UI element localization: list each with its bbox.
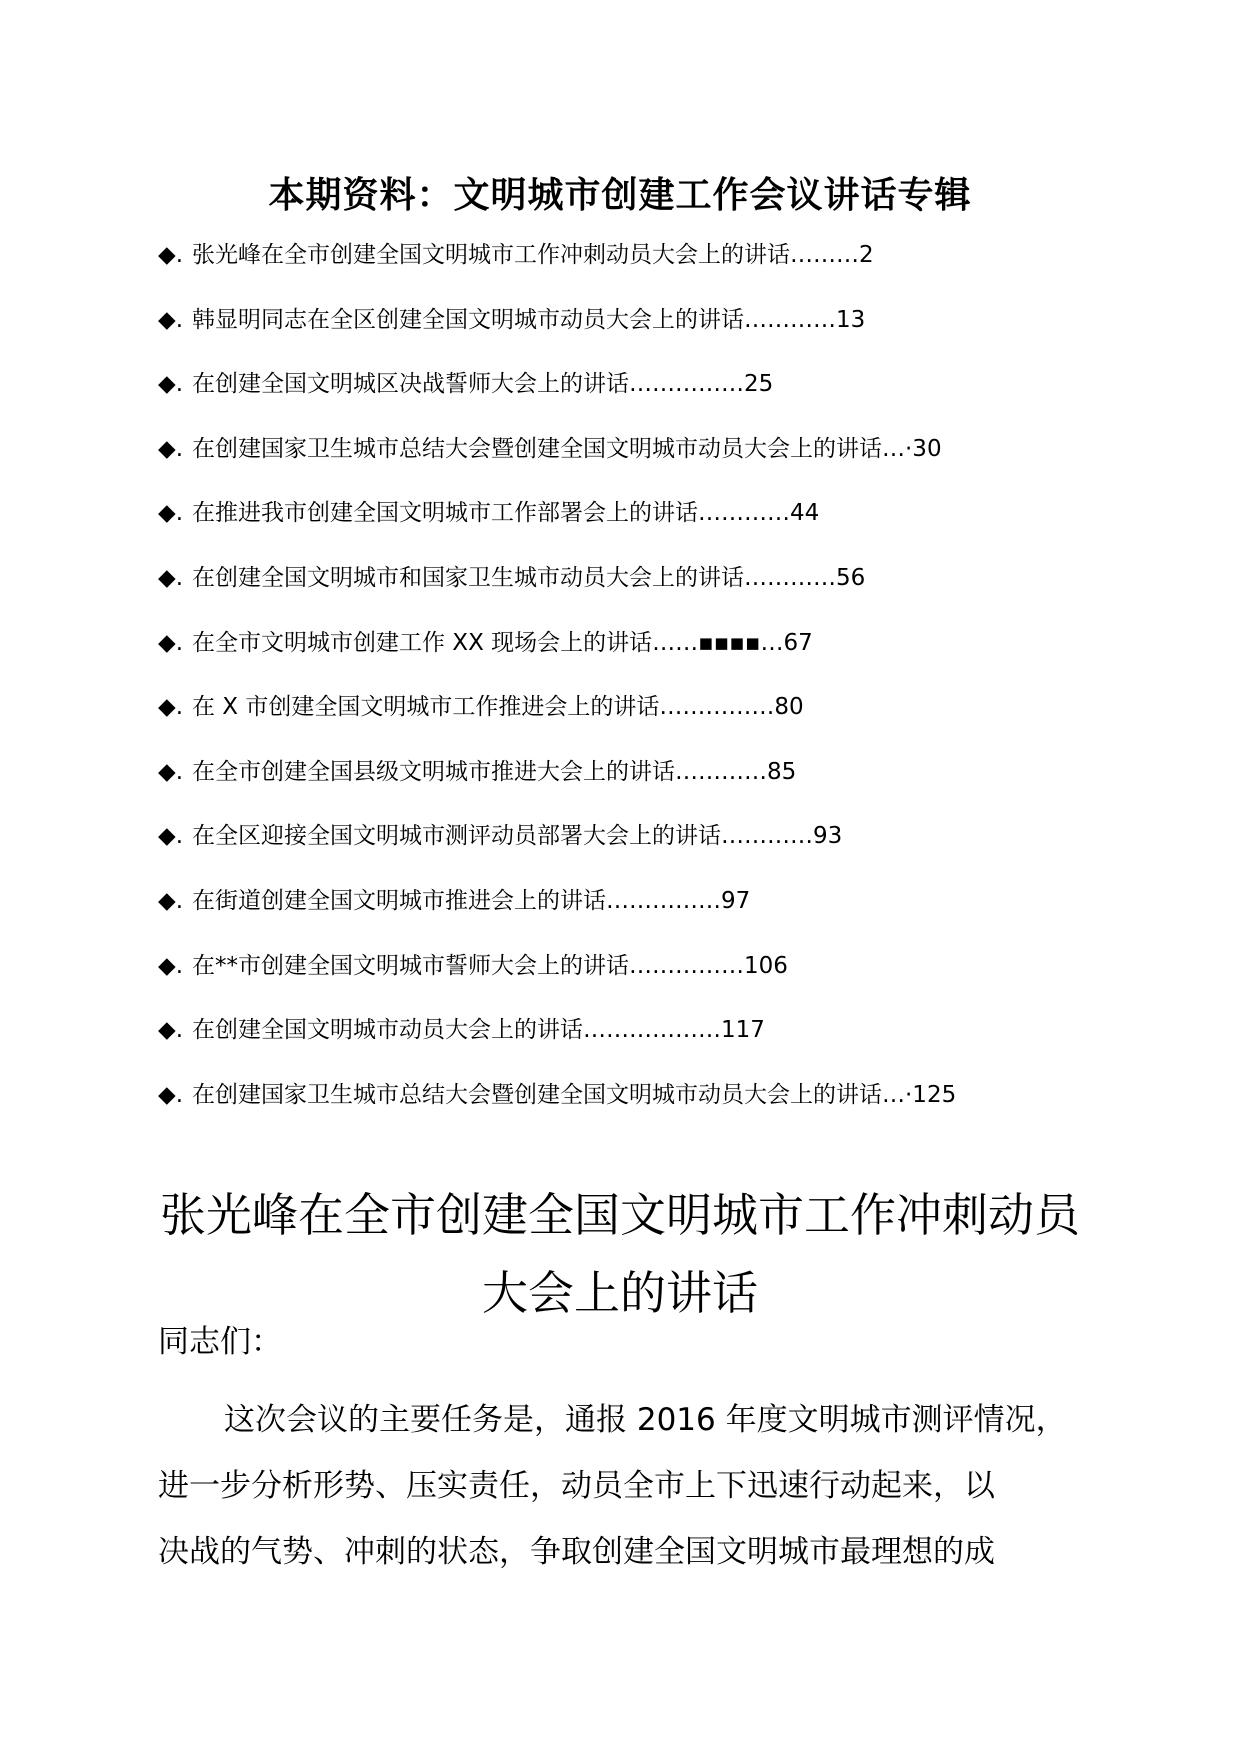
diamond-bullet-icon: ◆. xyxy=(158,1081,183,1108)
toc-item[interactable] xyxy=(158,496,1158,561)
body-paragraph xyxy=(158,1398,1118,1596)
diamond-bullet-icon: ◆. xyxy=(158,823,183,850)
toc-item[interactable] xyxy=(158,690,1158,755)
toc-item[interactable] xyxy=(158,755,1158,820)
toc-item-text: 在街道创建全国文明城市推进会上的讲话……………97 xyxy=(192,887,751,914)
paragraph-line: 这次会议的主要任务是，通报 2016 年度文明城市测评情况， xyxy=(224,1402,1067,1438)
diamond-bullet-icon: ◆. xyxy=(158,371,183,398)
toc-item[interactable] xyxy=(158,884,1158,949)
toc-title: 本期资料：文明城市创建工作会议讲话专辑 xyxy=(268,175,972,216)
toc-item[interactable] xyxy=(158,1078,1158,1143)
speech-title-line: 张光峰在全市创建全国文明城市工作冲刺动员 xyxy=(160,1188,1080,1242)
diamond-bullet-icon: ◆. xyxy=(158,242,183,268)
toc-item-text: 在创建国家卫生城市总结大会暨创建全国文明城市动员大会上的讲话…·30 xyxy=(192,435,942,462)
diamond-bullet-icon: ◆. xyxy=(158,500,183,527)
toc-item-text: 在创建全国文明城市和国家卫生城市动员大会上的讲话…………56 xyxy=(192,564,866,591)
toc-item-text: 在 X 市创建全国文明城市工作推进会上的讲话……………80 xyxy=(192,694,804,721)
toc-item[interactable] xyxy=(158,432,1158,497)
toc-item[interactable] xyxy=(158,238,1158,303)
paragraph-line: 进一步分析形势、压实责任，动员全市上下迅速行动起来，以 xyxy=(158,1468,995,1504)
toc-item-text: 在创建全国文明城市动员大会上的讲话………………117 xyxy=(192,1017,765,1044)
toc-item[interactable] xyxy=(158,949,1158,1014)
toc-item[interactable] xyxy=(158,367,1158,432)
toc-list xyxy=(158,238,1158,1142)
toc-item[interactable] xyxy=(158,626,1158,691)
diamond-bullet-icon: ◆. xyxy=(158,435,183,462)
diamond-bullet-icon: ◆. xyxy=(158,1017,183,1044)
toc-item-text: 在全市创建全国县级文明城市推进大会上的讲话…………85 xyxy=(192,758,797,785)
toc-item-text: 张光峰在全市创建全国文明城市工作冲刺动员大会上的讲话………2 xyxy=(192,242,874,268)
diamond-bullet-icon: ◆. xyxy=(158,694,183,721)
toc-item-text: 在全市文明城市创建工作 XX 现场会上的讲话……▪▪▪▪…67 xyxy=(192,629,813,656)
paragraph-line: 决战的气势、冲刺的状态，争取创建全国文明城市最理想的成 xyxy=(158,1534,995,1570)
diamond-bullet-icon: ◆. xyxy=(158,629,183,656)
toc-item-text: 在全区迎接全国文明城市测评动员部署大会上的讲话…………93 xyxy=(192,823,843,850)
toc-item[interactable] xyxy=(158,1013,1158,1078)
toc-item-text: 在推进我市创建全国文明城市工作部署会上的讲话…………44 xyxy=(192,500,820,527)
toc-item[interactable] xyxy=(158,561,1158,626)
toc-item-text: 在**市创建全国文明城市誓师大会上的讲话……………106 xyxy=(192,952,788,979)
toc-item[interactable] xyxy=(158,819,1158,884)
toc-item-text: 在创建国家卫生城市总结大会暨创建全国文明城市动员大会上的讲话…·125 xyxy=(192,1081,957,1108)
diamond-bullet-icon: ◆. xyxy=(158,564,183,591)
toc-item-text: 在创建全国文明城区决战誓师大会上的讲话……………25 xyxy=(192,371,774,398)
diamond-bullet-icon: ◆. xyxy=(158,952,183,979)
greeting: 同志们： xyxy=(158,1324,282,1360)
diamond-bullet-icon: ◆. xyxy=(158,306,183,333)
diamond-bullet-icon: ◆. xyxy=(158,758,183,785)
toc-item[interactable] xyxy=(158,303,1158,368)
speech-title-line: 大会上的讲话 xyxy=(482,1266,758,1320)
speech-title xyxy=(0,1176,1240,1332)
diamond-bullet-icon: ◆. xyxy=(158,887,183,914)
toc-item-text: 韩显明同志在全区创建全国文明城市动员大会上的讲话…………13 xyxy=(192,306,866,333)
